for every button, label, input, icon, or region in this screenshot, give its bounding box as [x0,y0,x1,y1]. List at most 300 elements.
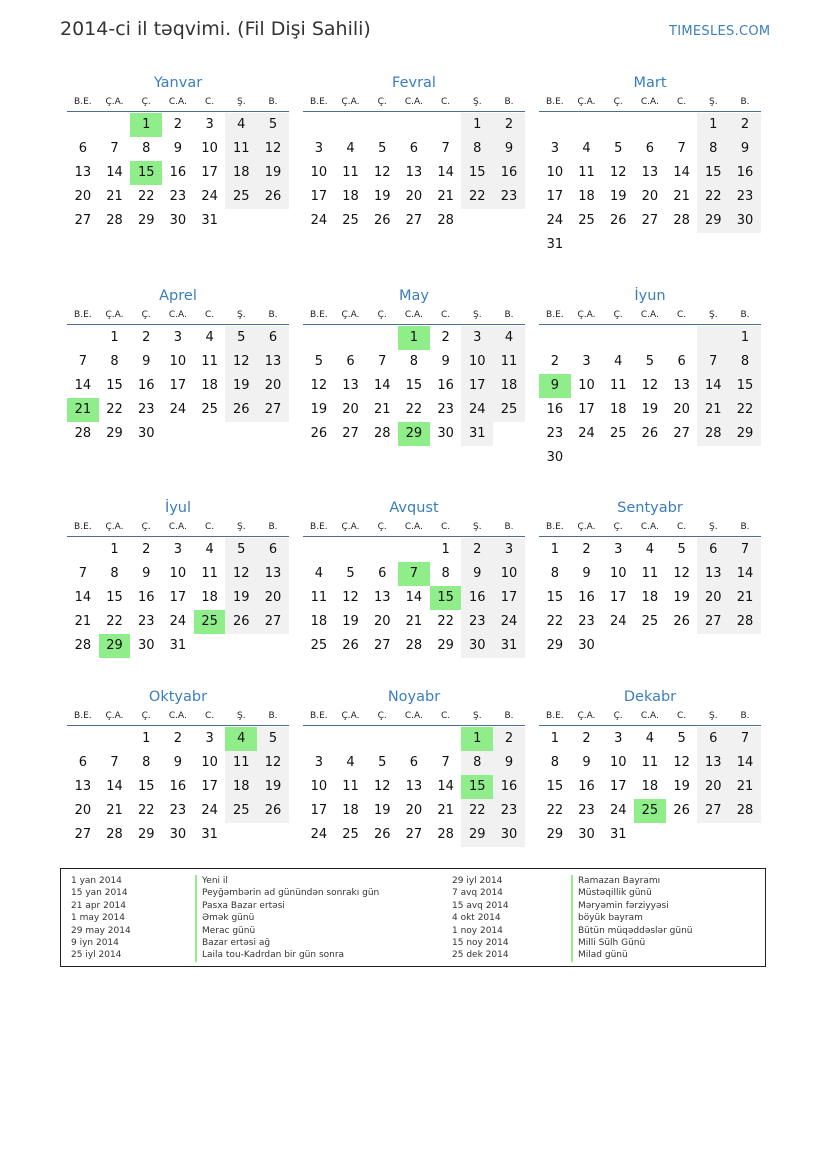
day-cell: 5 [378,755,387,770]
weekday-label: Ç. [613,310,623,320]
day-cell: 27 [405,213,423,228]
weekday-label: Ş. [236,97,246,107]
day-cell: 24 [546,213,564,228]
day-cell-holiday: 15 [430,586,462,610]
day-cell: 15 [546,779,564,794]
day-cell: 8 [110,354,119,369]
day-cell: 9 [173,755,183,770]
day-cell: 12 [373,779,391,794]
month-block [67,686,289,847]
day-cell: 27 [74,213,92,228]
day-cell: 12 [673,566,690,581]
weekday-label: Ç.A. [341,522,360,532]
holiday-names-left [195,875,379,962]
month-name: Mart [633,75,667,91]
day-cell: 10 [201,141,218,156]
weekday-header [67,307,289,325]
day-cell: 18 [609,402,627,417]
weekday-label: C. [677,522,687,532]
day-cell-empty [539,326,571,350]
day-cell: 22 [437,614,454,629]
day-cell: 29 [106,426,123,441]
day-cell-empty [335,538,367,562]
day-cell: 3 [614,542,623,557]
day-cell-empty [602,113,634,137]
month-block [67,72,289,233]
day-cell: 5 [257,727,289,751]
day-cell: 20 [74,803,92,818]
day-cell: 4 [346,141,355,156]
day-cell: 12 [641,378,659,393]
weekday-label: C. [441,522,451,532]
day-cell: 12 [225,350,257,374]
weekday-label: Ş. [708,97,718,107]
weekday-label: Ş. [236,711,246,721]
day-cell: 17 [201,779,218,794]
day-cell: 18 [201,590,218,605]
day-cell: 20 [697,775,729,799]
day-cell: 17 [493,586,525,610]
day-cell: 23 [546,426,564,441]
day-cell-holiday: 29 [99,634,131,658]
day-cell: 4 [314,566,323,581]
day-cell: 22 [546,614,564,629]
day-cell: 25 [342,213,359,228]
day-cell: 4 [493,326,525,350]
weekday-label: Ç. [141,522,151,532]
day-cell: 14 [74,590,92,605]
day-cell: 24 [493,610,525,634]
day-cell: 21 [729,586,761,610]
day-cell: 16 [169,779,187,794]
month-block [67,285,289,446]
day-cell: 19 [225,374,257,398]
holiday-date: 21 apr 2014 [71,900,127,911]
weekday-label: B. [268,97,278,107]
day-cell: 21 [106,189,123,204]
holiday-name: Laila tou-Kadrdan bir gün sonra [195,949,379,961]
day-cell: 5 [645,354,655,369]
day-cell: 23 [169,803,187,818]
day-cell-holiday: 21 [67,398,99,422]
day-cell: 23 [137,402,155,417]
day-cell: 31 [201,827,218,842]
day-grid [539,325,761,470]
day-cell-empty [602,326,634,350]
day-cell: 25 [201,402,218,417]
day-cell: 27 [373,638,391,653]
day-cell: 31 [201,213,218,228]
day-cell: 28 [106,213,123,228]
day-cell: 8 [142,141,151,156]
weekday-label: C. [677,310,687,320]
day-cell: 11 [225,137,257,161]
day-cell: 11 [493,350,525,374]
weekday-header [303,519,525,537]
holiday-dates-left [71,875,131,962]
day-cell: 2 [493,727,525,751]
holiday-name: Müstəqillik günü [571,887,692,899]
month-name: Aprel [159,288,197,304]
day-cell: 2 [582,731,591,746]
weekday-label: B.E. [310,310,328,320]
weekday-header [303,708,525,726]
day-cell: 7 [729,727,761,751]
day-cell-empty [67,113,99,137]
day-cell: 3 [173,542,183,557]
day-cell-empty [539,113,571,137]
day-cell: 12 [225,562,257,586]
weekday-label: Ç.A. [105,310,124,320]
day-cell: 3 [205,731,214,746]
weekday-label: Ç.A. [105,711,124,721]
day-cell: 10 [310,779,328,794]
weekday-header [67,94,289,112]
weekday-label: Ç.A. [577,97,596,107]
day-cell: 12 [342,590,359,605]
weekday-label: Ç.A. [105,522,124,532]
day-cell: 23 [461,610,493,634]
day-cell: 3 [550,141,559,156]
day-cell: 17 [201,165,218,180]
day-cell: 27 [697,799,729,823]
day-cell: 3 [614,731,623,746]
day-cell: 17 [609,590,627,605]
day-cell: 20 [405,189,423,204]
day-cell: 26 [225,398,257,422]
day-cell-empty [99,113,131,137]
day-cell: 25 [310,638,328,653]
day-cell: 6 [257,326,289,350]
day-cell: 9 [582,566,591,581]
day-cell: 28 [729,610,761,634]
weekday-label: B.E. [74,310,92,320]
day-cell: 17 [169,378,187,393]
day-cell: 30 [137,426,155,441]
day-cell: 6 [78,755,87,770]
day-cell: 3 [314,755,323,770]
day-cell: 2 [173,731,183,746]
day-cell: 14 [437,165,454,180]
day-cell: 10 [609,755,627,770]
day-cell: 16 [729,161,761,185]
day-cell: 10 [201,755,218,770]
day-cell-empty [335,727,367,751]
day-cell: 15 [106,590,123,605]
day-cell-empty [303,727,335,751]
day-cell: 24 [201,189,218,204]
day-cell: 5 [257,113,289,137]
weekday-header [303,307,525,325]
holiday-date: 7 avq 2014 [452,888,503,899]
day-cell: 24 [609,803,627,818]
weekday-label: B.E. [74,97,92,107]
day-cell: 20 [641,189,659,204]
holiday-name: Ramazan Bayramı [571,875,692,887]
day-cell: 14 [405,590,423,605]
weekday-label: B. [268,522,278,532]
page-title: 2014-ci il təqvimi. (Fil Dişi Sahili) [60,18,371,40]
day-cell: 6 [697,727,729,751]
holiday-name: Peyğəmbərin ad günündən sonrakı gün [195,887,379,899]
day-cell: 22 [137,803,155,818]
weekday-label: Ç. [377,522,387,532]
weekday-label: Ç. [141,97,151,107]
day-cell: 25 [225,185,257,209]
day-cell: 18 [493,374,525,398]
day-cell-holiday: 1 [130,113,162,137]
day-cell: 29 [729,422,761,446]
day-cell: 25 [342,827,359,842]
day-cell: 11 [201,354,218,369]
day-cell: 26 [641,426,659,441]
weekday-header [67,519,289,537]
day-cell: 30 [578,827,595,842]
day-cell: 2 [729,113,761,137]
weekday-label: C. [205,522,215,532]
day-cell: 17 [310,803,328,818]
day-cell: 12 [609,165,627,180]
day-cell-empty [335,326,367,350]
day-cell: 25 [493,398,525,422]
month-name: Sentyabr [617,500,683,516]
day-cell-holiday: 25 [194,610,226,634]
weekday-label: C.A. [404,310,423,320]
weekday-label: C.A. [168,310,187,320]
day-cell: 16 [437,378,454,393]
weekday-label: Ş. [708,711,718,721]
day-cell: 14 [729,562,761,586]
day-cell: 3 [314,141,323,156]
weekday-label: B.E. [310,97,328,107]
weekday-label: B. [504,97,514,107]
day-cell: 14 [673,165,690,180]
day-cell: 13 [257,562,289,586]
day-cell: 7 [677,141,686,156]
weekday-label: C. [677,711,687,721]
day-grid [67,726,289,847]
day-cell: 1 [550,731,559,746]
day-cell: 9 [173,141,183,156]
day-cell: 21 [697,398,729,422]
day-cell-empty [398,727,430,751]
weekday-label: C.A. [640,711,659,721]
day-cell: 28 [697,422,729,446]
day-cell: 28 [405,638,423,653]
day-cell-empty [366,538,398,562]
day-cell: 2 [493,113,525,137]
day-cell: 30 [546,450,564,465]
day-cell: 25 [609,426,627,441]
month-block [67,497,289,658]
holiday-dates-right [452,875,509,962]
weekday-label: B.E. [546,310,564,320]
day-cell: 10 [461,350,493,374]
month-block [539,285,761,470]
day-cell: 28 [74,638,92,653]
day-cell: 28 [729,799,761,823]
day-cell: 7 [729,538,761,562]
day-cell-empty [335,113,367,137]
weekday-label: C. [205,310,215,320]
weekday-label: Ş. [708,310,718,320]
day-cell: 25 [578,213,595,228]
day-cell: 10 [609,566,627,581]
month-name: Yanvar [153,75,203,91]
holiday-name: Pasxa Bazar ertəsi [195,900,379,912]
day-cell: 22 [461,799,493,823]
day-cell-empty [666,326,698,350]
holiday-date: 1 may 2014 [71,913,125,924]
day-cell: 23 [169,189,187,204]
day-cell: 15 [461,161,493,185]
day-cell: 15 [137,779,155,794]
day-cell: 29 [546,638,564,653]
day-cell: 12 [257,137,289,161]
day-cell: 18 [342,189,359,204]
day-cell-empty [666,113,698,137]
month-name: Fevral [392,75,436,91]
day-cell: 27 [673,426,690,441]
day-cell: 30 [169,827,187,842]
day-cell: 13 [697,562,729,586]
day-cell-holiday: 29 [398,422,430,446]
weekday-label: C.A. [404,97,423,107]
day-cell: 23 [729,185,761,209]
month-name: Oktyabr [148,689,208,705]
day-cell: 27 [257,398,289,422]
weekday-label: B. [504,310,514,320]
day-cell: 28 [74,426,92,441]
day-cell: 31 [461,422,493,446]
weekday-label: Ç. [141,711,151,721]
day-cell: 26 [673,803,690,818]
day-cell: 2 [173,117,183,132]
day-cell: 13 [373,590,391,605]
weekday-label: C.A. [640,310,659,320]
weekday-label: C. [677,97,687,107]
day-cell: 31 [609,827,627,842]
weekday-header [539,307,761,325]
day-cell: 11 [609,378,627,393]
day-cell: 4 [582,141,591,156]
weekday-label: Ç. [377,97,387,107]
day-cell: 11 [310,590,328,605]
day-cell-empty [430,113,462,137]
day-cell: 8 [110,566,119,581]
day-cell: 22 [405,402,423,417]
month-block [303,285,525,446]
day-cell: 23 [493,799,525,823]
holiday-name: Milli Sülh Günü [571,937,692,949]
day-cell: 30 [578,638,595,653]
brand-link[interactable]: TIMESLES.COM [669,24,771,39]
day-cell: 5 [677,731,686,746]
day-cell: 2 [550,354,559,369]
day-cell: 28 [673,213,690,228]
day-cell-empty [398,538,430,562]
day-cell: 20 [373,614,391,629]
weekday-label: Ç.A. [105,97,124,107]
day-cell: 30 [493,823,525,847]
day-cell: 14 [106,165,123,180]
day-cell: 23 [578,614,595,629]
day-cell: 9 [582,755,591,770]
day-cell: 22 [106,402,123,417]
day-cell: 8 [729,350,761,374]
day-cell: 6 [677,354,686,369]
weekday-label: Ç. [613,522,623,532]
day-cell: 6 [346,354,355,369]
day-cell: 15 [697,161,729,185]
holiday-name: Bazar ertəsi ağ [195,937,379,949]
weekday-label: B.E. [546,97,564,107]
day-cell-empty [303,538,335,562]
weekday-label: Ç. [141,310,151,320]
day-cell: 3 [493,538,525,562]
day-cell: 20 [405,803,423,818]
weekday-label: Ç. [613,711,623,721]
day-cell: 18 [578,189,595,204]
month-block [303,72,525,233]
day-cell: 28 [106,827,123,842]
holiday-date: 29 may 2014 [71,925,131,936]
day-cell: 7 [78,354,87,369]
day-cell: 18 [641,779,659,794]
day-grid [67,325,289,446]
day-grid [67,112,289,233]
day-cell: 4 [645,542,655,557]
day-cell: 18 [225,775,257,799]
day-cell: 8 [142,755,151,770]
day-cell: 8 [697,137,729,161]
day-cell: 23 [493,185,525,209]
day-cell: 5 [677,542,686,557]
day-cell: 28 [373,426,391,441]
weekday-label: Ç. [377,310,387,320]
month-name: Noyabr [387,689,441,705]
day-cell: 20 [257,374,289,398]
weekday-label: C. [205,97,215,107]
day-cell: 27 [342,426,359,441]
day-cell: 9 [729,137,761,161]
holiday-date: 1 yan 2014 [71,876,122,886]
day-cell-holiday: 9 [539,374,571,398]
weekday-label: Ç.A. [577,310,596,320]
holiday-date: 15 yan 2014 [71,888,128,899]
day-cell: 13 [342,378,359,393]
day-cell: 1 [461,113,493,137]
month-block [539,72,761,257]
day-cell: 19 [641,402,659,417]
day-cell: 16 [137,378,155,393]
day-cell: 2 [142,330,151,345]
day-cell: 1 [729,326,761,350]
day-cell: 12 [257,751,289,775]
day-cell-holiday: 7 [398,562,430,586]
day-cell: 7 [441,755,450,770]
day-cell-holiday: 25 [634,799,666,823]
day-cell-empty [430,727,462,751]
weekday-header [303,94,525,112]
day-cell: 8 [441,566,450,581]
day-cell: 6 [78,141,87,156]
holiday-date: 25 dek 2014 [452,950,509,961]
weekday-label: C.A. [168,711,187,721]
weekday-label: C.A. [168,97,187,107]
day-cell: 19 [373,803,391,818]
day-cell: 5 [378,141,387,156]
